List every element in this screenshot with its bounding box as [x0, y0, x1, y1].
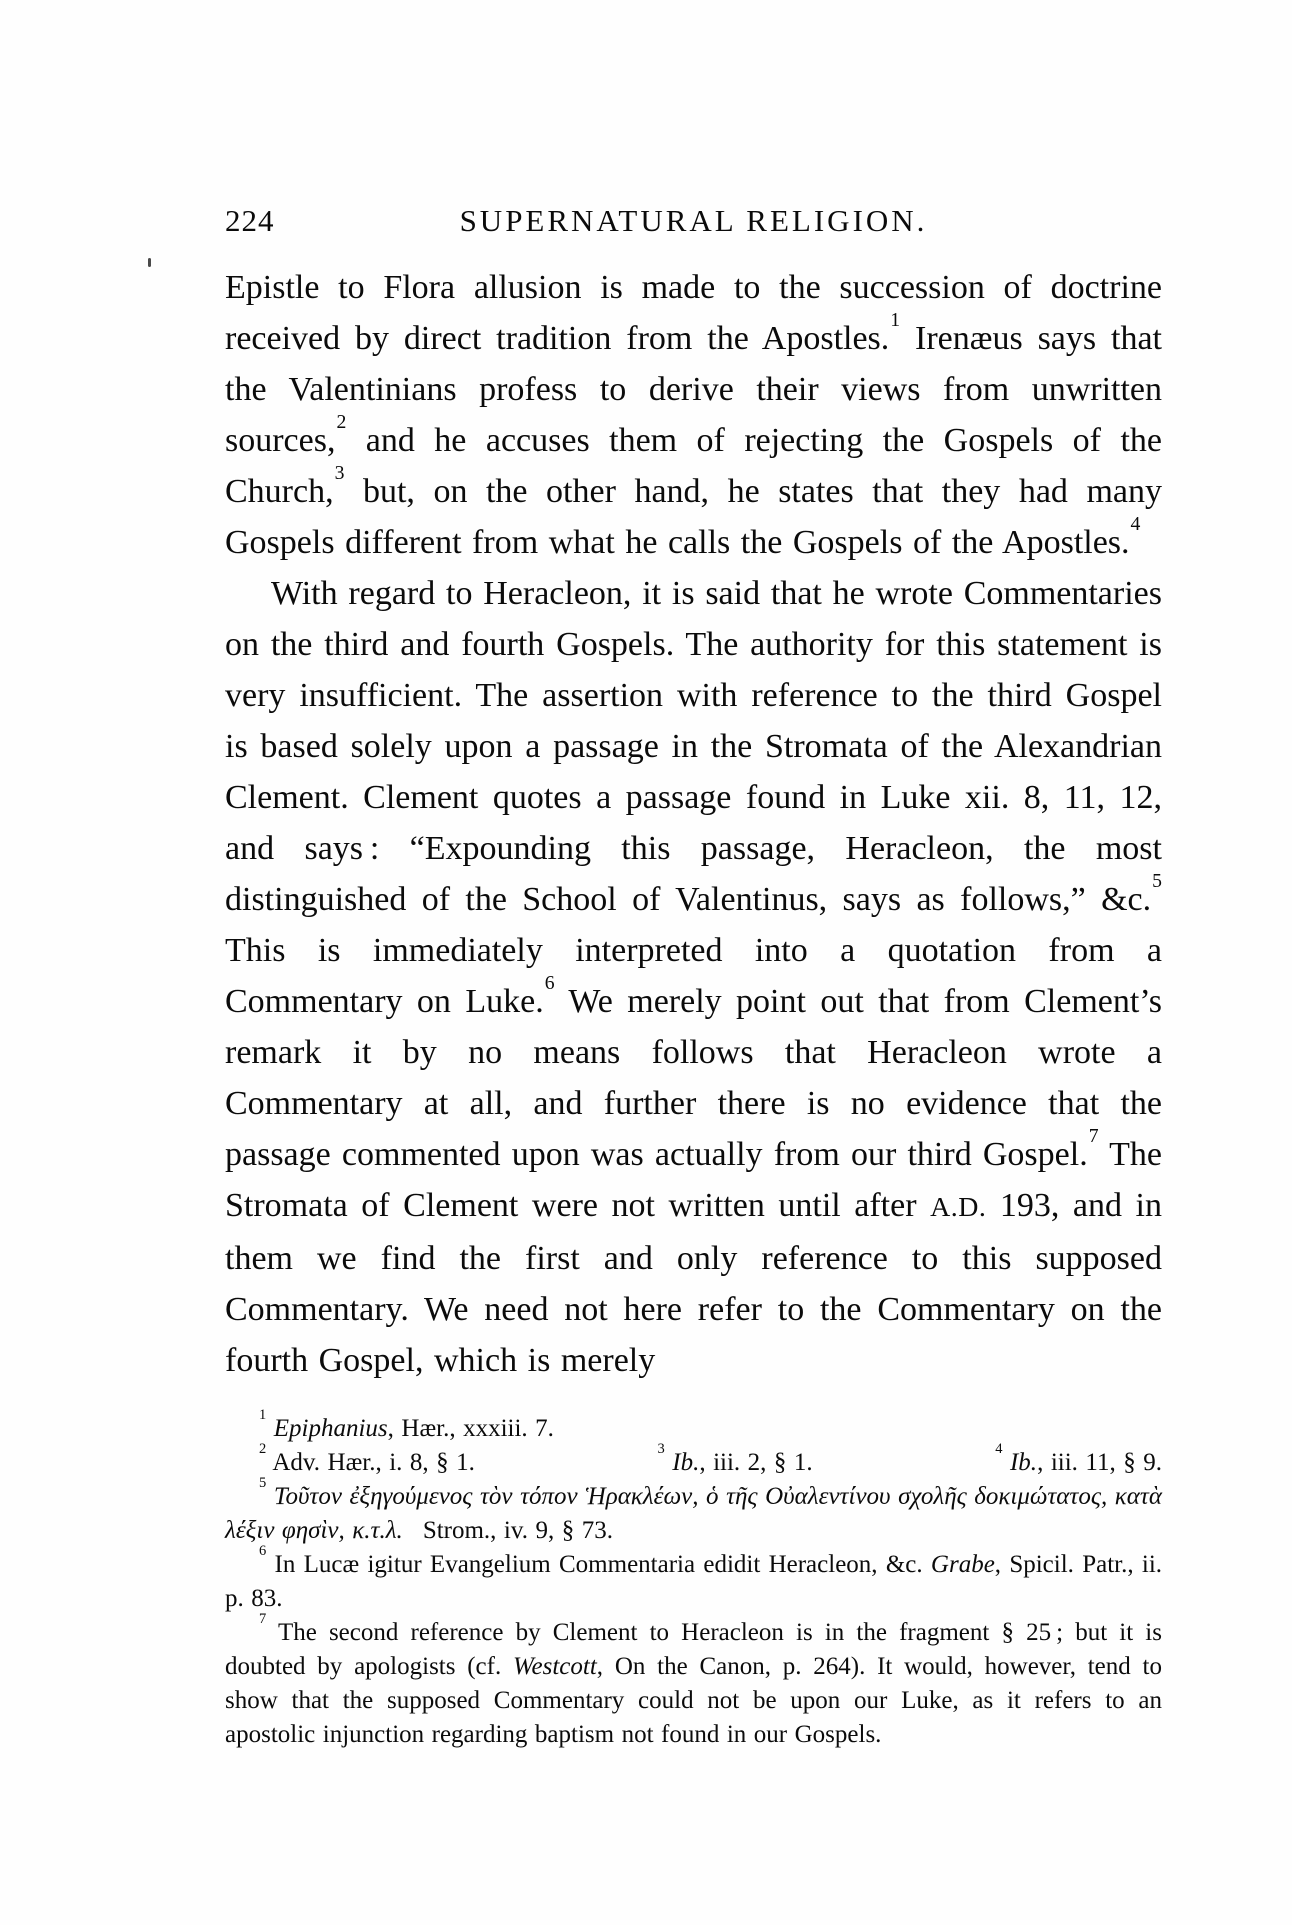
text-run: We merely point out that from Clement’s remark it by no means follows that Heracleon wrote a Commentary at all, and further there is no evidence that the passage commented upon was actually from our third Gospel. — [225, 983, 1163, 1173]
text-run: Westcott — [513, 1653, 597, 1680]
text-run: The second reference by Clement to Heracleon is in the fragment § 25 ; but it is doubted by apologists (cf. — [225, 1619, 1162, 1680]
body-text — [225, 262, 1162, 1386]
footnote — [225, 1611, 1162, 1752]
text-run: Strom., iv. 9, § 73. — [402, 1517, 614, 1544]
text-run: The Stromata of Clement were not written until after — [225, 1136, 1162, 1224]
footnote-ref-6: 6 — [544, 972, 555, 995]
page-number: 224 — [225, 203, 275, 238]
text-run: Grabe — [930, 1551, 995, 1578]
text-run: With regard to Heracleon, it is said that he wrote Commentaries on the third and fourth Gospels. The authority for this statement is very insufficient. The assertion with reference to the third Gospel is based solely upon a passage in the Stromata of the Alexandrian Clement. Clement quotes a passage found in Luke xii. 8, 11, 12, and says : “Expounding this passage, Heracleon, the most distinguished of the School of Valentinus, says as follows,” &c. — [225, 575, 1162, 918]
footnote-ref-1: 1 — [890, 309, 901, 332]
text-run: Irenæus says that the Valentinians profess to derive their views from unwritten sources, — [225, 320, 1162, 459]
footnote-item — [994, 1441, 1162, 1480]
footnote-ref-5: 5 — [1152, 870, 1162, 893]
footnote-marker-3: 3 — [657, 1441, 665, 1458]
text-run: Τοῦτον ἐξηγούμενος τὸν τόπον Ἡρακλέων, ὁ τῆς Οὐαλεντίνου σχολῆς δοκιμώτατος, κατὰ λέξιν φησὶν, κ.τ.λ. — [225, 1483, 1163, 1544]
footnote-ref-3: 3 — [334, 462, 345, 485]
text-run: Ib. — [1009, 1449, 1038, 1476]
text-run: This is immediately interpreted into a quotation from a Commentary on Luke. — [225, 932, 1162, 1020]
footnote-marker-7: 7 — [259, 1611, 267, 1628]
scan-artifact-mark — [148, 258, 151, 267]
text-run: , Spicil. Patr., ii. p. 83. — [225, 1551, 1163, 1612]
running-title: SUPERNATURAL RELIGION. — [459, 203, 928, 238]
footnote — [225, 1407, 1162, 1446]
footnote-item — [258, 1407, 554, 1442]
body-paragraph — [225, 568, 1162, 1386]
footnote-ref-2: 2 — [336, 411, 347, 434]
footnote-marker-4: 4 — [995, 1441, 1003, 1458]
page-content — [225, 203, 1162, 1752]
footnote-item — [225, 1611, 1162, 1748]
footnote — [225, 1441, 1162, 1480]
text-run: A.D. — [930, 1192, 987, 1223]
text-run: , iii. 2, § 1. — [699, 1449, 813, 1476]
text-run: , On the Canon, p. 264). It would, however, tend to show that the supposed Commentary could not be upon our Luke, as it refers to an apostolic injunction regarding baptism not found in our Gospels. — [225, 1653, 1162, 1748]
footnote-ref-7: 7 — [1088, 1125, 1099, 1148]
page-header — [225, 203, 1162, 241]
text-run: but, on the other hand, he states that they had many Gospels different from what he calls the Gospels of the Apostles. — [225, 473, 1162, 561]
body-paragraph — [225, 262, 1162, 568]
footnote-item — [225, 1543, 1163, 1612]
footnote-marker-2: 2 — [259, 1441, 267, 1458]
footnote-marker-1: 1 — [259, 1407, 267, 1424]
text-run: In Lucæ igitur Evangelium Commentaria edidit Heracleon, &c. — [274, 1551, 931, 1578]
footnote — [225, 1543, 1163, 1616]
footnote-item — [258, 1441, 475, 1480]
text-run: Adv. Hær., i. 8, § 1. — [272, 1449, 475, 1476]
text-run: , iii. 11, § 9. — [1037, 1449, 1162, 1476]
text-run: Epistle to Flora allusion is made to the succession of doctrine received by direct tradition from the Apostles. — [225, 269, 1162, 357]
footnote-marker-5: 5 — [259, 1475, 267, 1492]
footnote-item — [657, 1441, 813, 1480]
footnote-ref-4: 4 — [1130, 513, 1141, 536]
footnotes — [225, 1407, 1163, 1752]
footnote-marker-6: 6 — [259, 1543, 267, 1560]
text-run: , Hær., xxxiii. 7. — [387, 1415, 554, 1442]
text-run: Ib. — [672, 1449, 700, 1476]
text-run: Epiphanius — [273, 1415, 388, 1442]
text-run: 193, and in them we find the first and only reference to this supposed Commentary. We need not here refer to the Commentary on the fourth Gospel, which is merely — [225, 1187, 1162, 1379]
text-run: and he accuses them of rejecting the Gospels of the Church, — [225, 422, 1162, 510]
footnote-item — [225, 1475, 1163, 1544]
footnote — [225, 1475, 1163, 1548]
